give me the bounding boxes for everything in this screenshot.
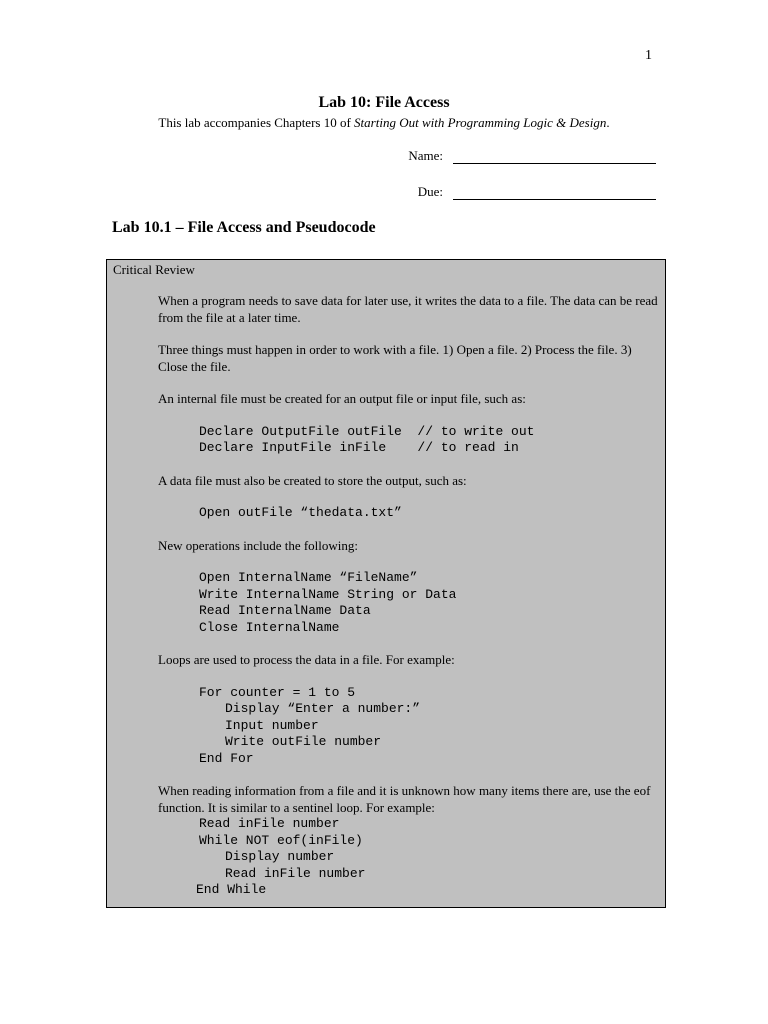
review-paragraph-6: Loops are used to process the data in a file. For example: (158, 652, 455, 667)
review-paragraph-7: When reading information from a file and it is unknown how many items there are, use the eof function. It is similar to a sentinel loop. For example: (158, 783, 651, 815)
code-line: Open outFile “thedata.txt” (199, 505, 402, 520)
code-line: Open InternalName “FileName” (199, 570, 418, 585)
critical-review-box (106, 259, 666, 908)
code-line: Declare OutputFile outFile // to write out (199, 423, 535, 439)
code-line: End While (196, 882, 267, 897)
subtitle-prefix: This lab accompanies Chapters 10 of (158, 115, 355, 130)
name-blank-line[interactable] (453, 149, 656, 164)
code-line: Read inFile number (225, 865, 366, 881)
code-block-operations (158, 570, 659, 636)
code-line: Display number (225, 849, 335, 864)
review-paragraph-2: Three things must happen in order to work with a file. 1) Open a file. 2) Process the file. 3) Close the file. (158, 342, 632, 374)
code-line: Write outFile number (225, 734, 382, 749)
review-paragraph-3: An internal file must be created for an output file or input file, such as: (158, 391, 526, 406)
page-number: 1 (645, 48, 652, 63)
code-line: End For (199, 750, 254, 766)
review-paragraph-4: A data file must also be created to store the output, such as: (158, 472, 467, 488)
code-line: Close InternalName (199, 619, 340, 635)
code-line: For counter = 1 to 5 (199, 684, 356, 700)
code-line: Read inFile number (199, 816, 340, 831)
code-block-open (158, 505, 659, 522)
review-paragraph-1: When a program needs to save data for later use, it writes the data to a file. The data can be read from the file at a later time. (158, 293, 658, 325)
code-line: Write InternalName String or Data (199, 586, 457, 602)
subtitle-book-title: Starting Out with Programming Logic & Design (354, 115, 607, 130)
code-line: While NOT eof(inFile) (199, 832, 363, 848)
due-field-row (300, 184, 656, 200)
due-label: Due: (417, 184, 443, 199)
critical-review-heading: Critical Review (113, 262, 195, 277)
code-line: Read InternalName Data (199, 603, 371, 618)
code-line: Input number (225, 717, 319, 733)
due-blank-line[interactable] (453, 185, 656, 200)
review-paragraph-5: New operations include the following: (158, 537, 359, 553)
subtitle-suffix: . (606, 115, 610, 130)
code-block-for-loop (158, 685, 659, 768)
section-title: Lab 10.1 – File Access and Pseudocode (112, 219, 376, 236)
code-block-while-loop (158, 816, 659, 899)
page-title: Lab 10: File Access (318, 94, 450, 111)
critical-review-content (158, 293, 659, 899)
code-line: Declare InputFile inFile // to read in (199, 440, 519, 455)
name-field-row (300, 148, 656, 164)
name-label: Name: (408, 148, 443, 163)
code-block-declare (158, 424, 659, 457)
page-subtitle (0, 115, 768, 131)
code-line: Display “Enter a number:” (225, 701, 421, 716)
